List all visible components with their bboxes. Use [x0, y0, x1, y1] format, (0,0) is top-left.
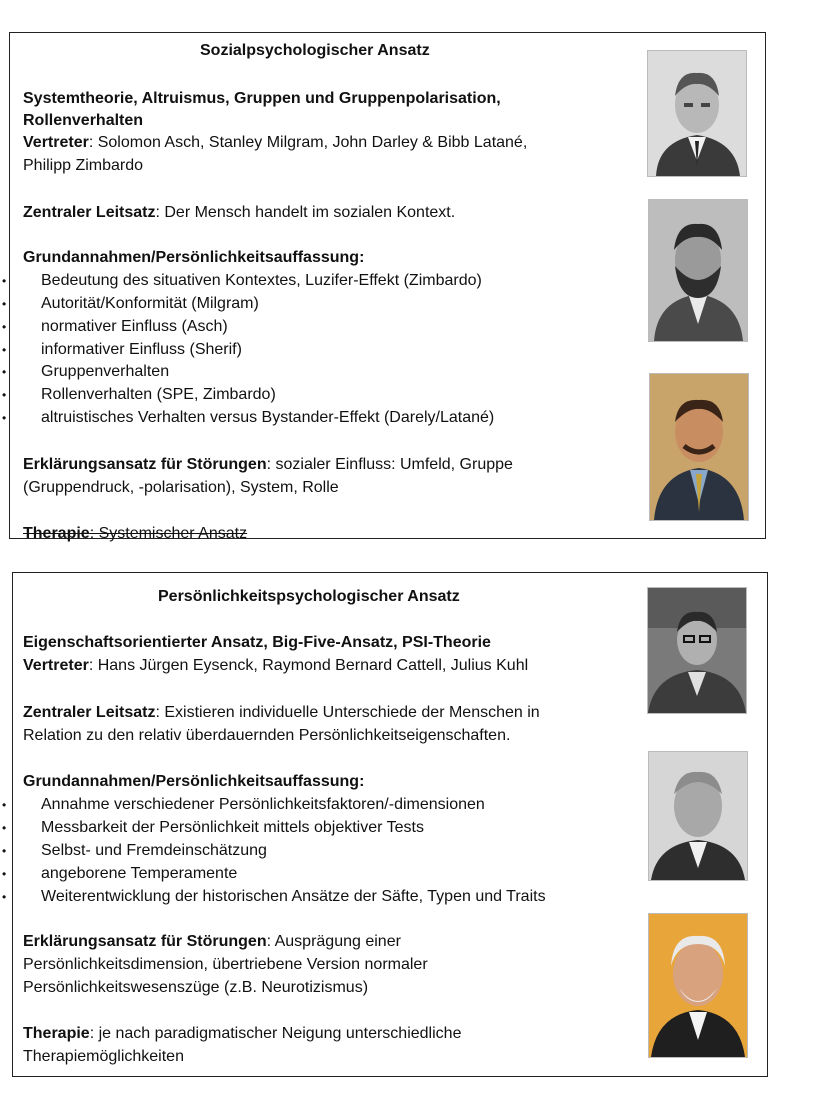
list-item: altruistisches Verhalten versus Bystander-Effekt (Darely/Latané) — [41, 409, 495, 426]
erkl-text: : Ausprägung einer — [266, 933, 401, 950]
bullet-icon: • — [2, 388, 7, 402]
bullet-icon: • — [2, 844, 7, 858]
therapie-line: Therapiemöglichkeiten — [23, 1048, 184, 1065]
erkl-line: Persönlichkeitsdimension, übertriebene Version normaler — [23, 956, 428, 973]
vertreter-line — [23, 132, 527, 154]
grund-heading: Grundannahmen/Persönlichkeitsauffassung: — [23, 249, 365, 266]
leitsatz-label: Zentraler Leitsatz — [23, 704, 156, 721]
card-social-psychology — [9, 32, 766, 542]
card-personality-psychology — [12, 572, 768, 1077]
bullet-icon: • — [2, 890, 7, 904]
bullet-icon: • — [2, 343, 7, 357]
leitsatz-line: Relation zu den relativ überdauernden Persönlichkeitseigenschaften. — [23, 727, 511, 744]
list-item: angeborene Temperamente — [41, 865, 238, 882]
grund-heading: Grundannahmen/Persönlichkeitsauffassung: — [23, 773, 365, 790]
portrait-man-icon — [648, 51, 746, 176]
list-item: Messbarkeit der Persönlichkeit mittels objektiver Tests — [41, 819, 424, 836]
erkl-line: (Gruppendruck, -polarisation), System, Rolle — [23, 479, 339, 496]
therapie-text: : je nach paradigmatischer Neigung unterschiedliche — [89, 1025, 462, 1042]
leitsatz-line — [23, 202, 455, 224]
bullet-icon: • — [2, 365, 7, 379]
portrait-photo — [649, 373, 749, 521]
list-item: Weiterentwicklung der historischen Ansätze der Säfte, Typen und Traits — [41, 888, 546, 905]
therapie-line — [23, 523, 247, 545]
topics-line: Eigenschaftsorientierter Ansatz, Big-Five-Ansatz, PSI-Theorie — [23, 634, 491, 651]
portrait-photo — [648, 913, 748, 1058]
topics-line: Rollenverhalten — [23, 112, 144, 129]
vertreter-line — [23, 655, 528, 677]
therapie-label: Therapie — [23, 1025, 90, 1042]
portrait-photo — [648, 751, 748, 881]
erkl-line — [23, 454, 513, 476]
bullet-icon: • — [2, 320, 7, 334]
card-title: Persönlichkeitspsychologischer Ansatz — [158, 588, 460, 605]
therapie-line — [23, 1023, 461, 1045]
portrait-photo — [647, 50, 747, 177]
list-item: informativer Einfluss (Sherif) — [41, 341, 242, 358]
erkl-line: Persönlichkeitswesenszüge (z.B. Neurotizismus) — [23, 979, 369, 996]
bullet-icon: • — [2, 297, 7, 311]
portrait-photo — [647, 587, 747, 714]
card-title: Sozialpsychologischer Ansatz — [200, 42, 430, 59]
erkl-text: : sozialer Einfluss: Umfeld, Gruppe — [266, 456, 513, 473]
list-item: Annahme verschiedener Persönlichkeitsfaktoren/-dimensionen — [41, 796, 485, 813]
portrait-man-icon — [649, 200, 747, 341]
portrait-man-icon — [649, 752, 747, 880]
vertreter-label: Vertreter — [23, 134, 89, 151]
leitsatz-text: : Der Mensch handelt im sozialen Kontext. — [155, 204, 456, 221]
leitsatz-line — [23, 702, 540, 724]
erkl-line — [23, 931, 401, 953]
therapie-text: : Systemischer Ansatz — [89, 525, 248, 542]
list-item: Selbst- und Fremdeinschätzung — [41, 842, 267, 859]
vertreter-label: Vertreter — [23, 657, 89, 674]
vertreter-line: Philipp Zimbardo — [23, 157, 144, 174]
list-item: normativer Einfluss (Asch) — [41, 318, 228, 335]
bullet-icon: • — [2, 867, 7, 881]
topics-line: Systemtheorie, Altruismus, Gruppen und Gruppenpolarisation, — [23, 90, 501, 107]
list-item: Gruppenverhalten — [41, 363, 170, 380]
list-item: Rollenverhalten (SPE, Zimbardo) — [41, 386, 276, 403]
portrait-photo — [648, 199, 748, 342]
portrait-man-icon — [648, 588, 746, 713]
leitsatz-text: : Existieren individuelle Unterschiede der Menschen in — [155, 704, 540, 721]
bullet-icon: • — [2, 274, 7, 288]
therapie-label: Therapie — [23, 525, 90, 542]
bullet-icon: • — [2, 411, 7, 425]
portrait-man-icon — [650, 374, 748, 520]
erkl-label: Erklärungsansatz für Störungen — [23, 456, 267, 473]
vertreter-text: : Hans Jürgen Eysenck, Raymond Bernard Cattell, Julius Kuhl — [88, 657, 529, 674]
erkl-label: Erklärungsansatz für Störungen — [23, 933, 267, 950]
leitsatz-label: Zentraler Leitsatz — [23, 204, 156, 221]
list-item: Autorität/Konformität (Milgram) — [41, 295, 259, 312]
bullet-icon: • — [2, 821, 7, 835]
portrait-man-icon — [649, 914, 747, 1057]
bullet-icon: • — [2, 798, 7, 812]
list-item: Bedeutung des situativen Kontextes, Luzifer-Effekt (Zimbardo) — [41, 272, 482, 289]
vertreter-text: : Solomon Asch, Stanley Milgram, John Darley & Bibb Latané, — [88, 134, 528, 151]
